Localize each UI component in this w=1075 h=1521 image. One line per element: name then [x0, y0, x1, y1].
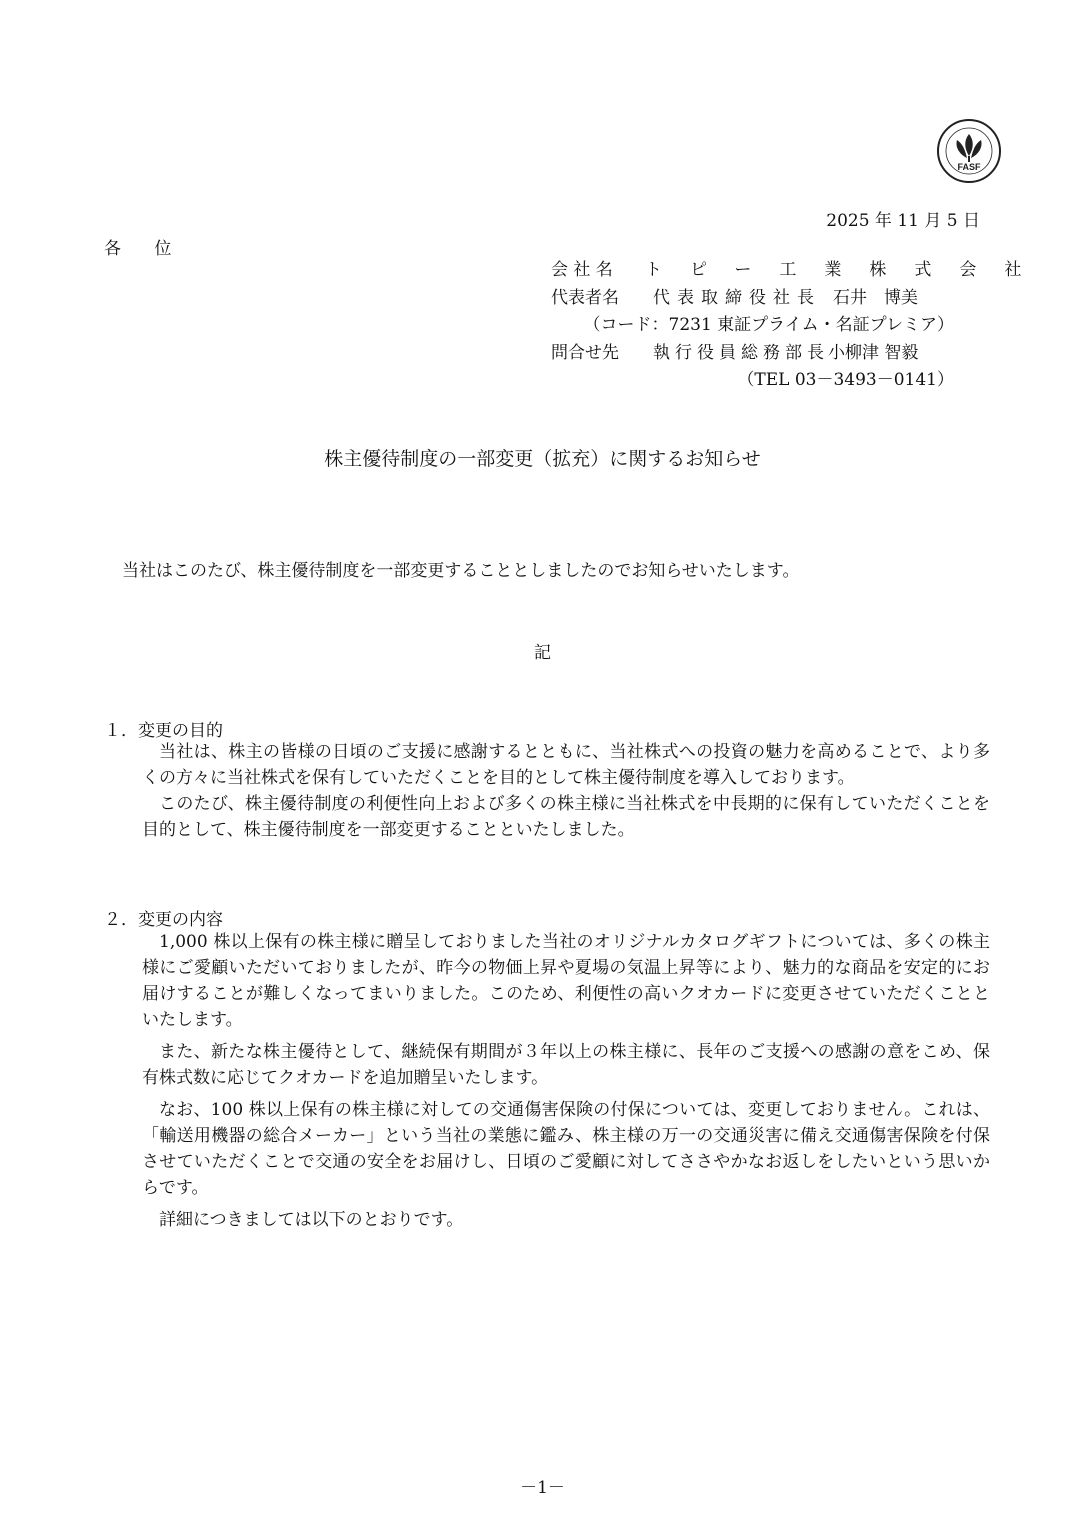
section1-paragraph: 当社は、株主の皆様の日頃のご支援に感謝するとともに、当社株式への投資の魅力を高めることで、より多くの方々に当社株式を保有していただくことを目的として株主優待制度を導入しております。 [142, 742, 990, 788]
sender-block [551, 257, 1050, 395]
stock-code-row [551, 312, 954, 340]
section2-paragraph: 詳細につきましては以下のとおりです。 [159, 1210, 464, 1230]
contact-label: 問合せ先 [551, 342, 619, 363]
section2-heading: ２．変更の内容 [104, 910, 223, 930]
page-number: －1－ [520, 1478, 565, 1498]
section2-paragraph: 1,000 株以上保有の株主様に贈呈しておりました当社のオリジナルカタログギフトについては、多くの株主様にご愛顧いただいておりましたが、昨今の物価上昇や夏場の気温上昇等により、魅力的な商品を安定的にお届けすることが難しくなってまいりました。このため、利便性の高いクオカードに変更させていただくことといたします。 [142, 932, 990, 1030]
section2-paragraph: また、新たな株主優待として、継続保有期間が３年以上の株主様に、長年のご支援への感謝の意をこめ、保有株式数に応じてクオカードを追加贈呈いたします。 [142, 1042, 990, 1088]
section2-paragraph: なお、100 株以上保有の株主様に対しての交通傷害保険の付保については、変更しておりません。これは、「輸送用機器の総合メーカー」という当社の業態に鑑み、株主様の万一の交通災害に備え交通傷害保険を付保させていただくことで交通の安全をお届けし、日頃のご愛顧に対してささやかなお返しをしたいという思いからです。 [142, 1100, 990, 1198]
contact-name: 小柳津 智毅 [828, 342, 919, 363]
section2-body [142, 929, 990, 1233]
intro-text: 当社はこのたび、株主優待制度を一部変更することとしましたのでお知らせいたします。 [122, 561, 800, 581]
representative-row [551, 285, 954, 313]
section1-paragraph: このたび、株主優待制度の利便性向上および多くの株主様に当社株式を中長期的に保有していただくことを目的として、株主優待制度を一部変更することといたしました。 [142, 794, 990, 840]
stock-code: （コード：7231 東証プライム・名証プレミア） [583, 315, 954, 335]
document-title: 株主優待制度の一部変更（拡充）に関するお知らせ [324, 448, 761, 470]
company-name: トピー工業株式会社 [645, 260, 1050, 280]
company-row [551, 257, 1050, 285]
tel-row [551, 367, 954, 395]
fasf-logo [935, 118, 1003, 184]
contact-row [551, 340, 954, 368]
representative-label: 代表者名 [551, 287, 619, 308]
tel-number: （TEL 03－3493－0141） [737, 370, 954, 390]
ki-heading: 記 [534, 643, 551, 663]
document-date: 2025 年 11 月 5 日 [826, 211, 980, 231]
representative-name: 石井 博美 [833, 287, 918, 308]
section1-heading: １．変更の目的 [104, 721, 223, 741]
company-label: 会 社 名 [551, 260, 613, 280]
section1-body [142, 739, 990, 843]
fasf-seal-icon [935, 118, 1003, 184]
contact-title: 執行役員総務部長 [653, 342, 829, 363]
representative-title: 代表取締役社長 [653, 287, 821, 308]
addressee: 各 位 [104, 239, 186, 259]
svg-text:FASF: FASF [957, 162, 981, 172]
